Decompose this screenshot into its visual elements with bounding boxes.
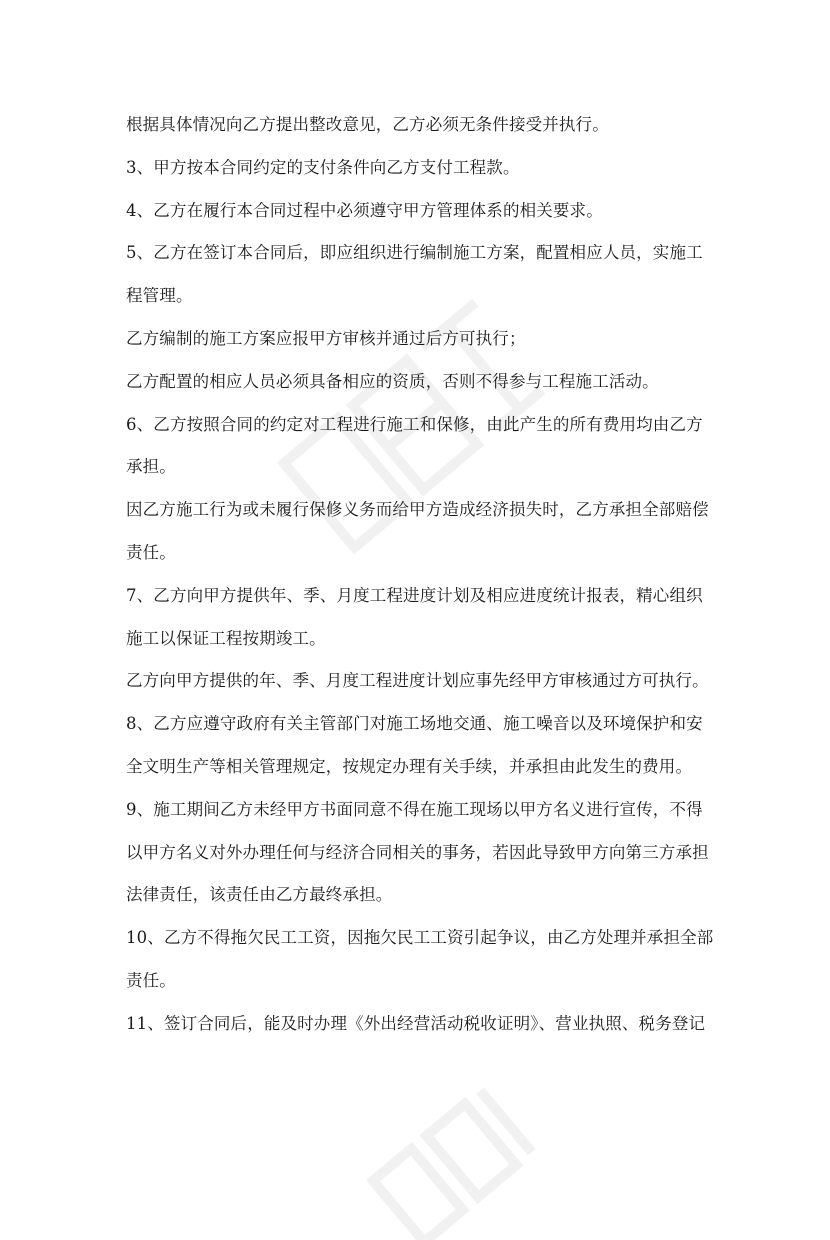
watermark-icon <box>360 1080 560 1240</box>
text-line: 10、乙方不得拖欠民工工资，因拖欠民工工资引起争议，由乙方处理并承担全部 <box>126 928 714 948</box>
text-line: 4、乙方在履行本合同过程中必须遵守甲方管理体系的相关要求。 <box>126 200 603 220</box>
text-line: 6、乙方按照合同的约定对工程进行施工和保修，由此产生的所有费用均由乙方 <box>126 414 703 434</box>
text-line: 8、乙方应遵守政府有关主管部门对施工场地交通、施工噪音以及环境保护和安 <box>126 714 703 734</box>
text-line: 乙方向甲方提供的年、季、月度工程进度计划应事先经甲方审核通过方可执行。 <box>126 671 709 691</box>
text-line: 3、甲方按本合同约定的支付条件向乙方支付工程款。 <box>126 157 520 177</box>
text-line: 乙方编制的施工方案应报甲方审核并通过后方可执行； <box>126 328 526 348</box>
text-line: 以甲方名义对外办理任何与经济合同相关的事务，若因此导致甲方向第三方承担 <box>126 842 709 862</box>
text-line: 程管理。 <box>126 286 193 306</box>
document-body <box>126 104 716 1046</box>
text-line: 责任。 <box>126 970 176 990</box>
text-line: 承担。 <box>126 457 176 477</box>
text-line: 9、施工期间乙方未经甲方书面同意不得在施工现场以甲方名义进行宣传，不得 <box>126 799 703 819</box>
text-line: 5、乙方在签订本合同后，即应组织进行编制施工方案，配置相应人员，实施工 <box>126 243 703 263</box>
text-line: 法律责任，该责任由乙方最终承担。 <box>126 885 393 905</box>
text-line: 根据具体情况向乙方提出整改意见，乙方必须无条件接受并执行。 <box>126 115 609 134</box>
text-line: 施工以保证工程按期竣工。 <box>126 628 326 648</box>
text-line: 全文明生产等相关管理规定，按规定办理有关手续，并承担由此发生的费用。 <box>126 756 693 776</box>
text-line: 7、乙方向甲方提供年、季、月度工程进度计划及相应进度统计报表，精心组织 <box>126 585 703 605</box>
text-line: 责任。 <box>126 542 176 562</box>
text-line: 乙方配置的相应人员必须具备相应的资质，否则不得参与工程施工活动。 <box>126 371 659 391</box>
text-line: 因乙方施工行为或未履行保修义务而给甲方造成经济损失时，乙方承担全部赔偿 <box>126 500 709 520</box>
text-line: 11、签订合同后，能及时办理《外出经营活动税收证明》、营业执照、税务登记 <box>126 1013 706 1033</box>
